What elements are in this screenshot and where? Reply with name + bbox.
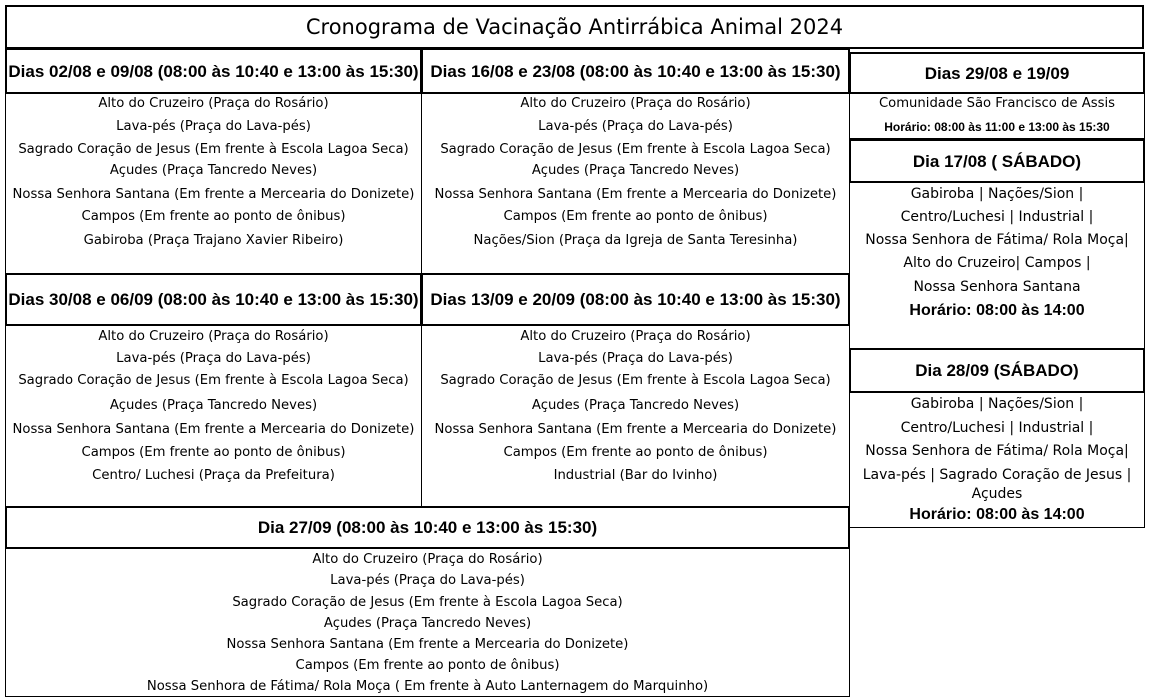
list-item: Lava-pés | Sagrado Coração de Jesus | [862, 467, 1132, 483]
list-item: Lava-pés (Praça do Lava-pés) [116, 119, 311, 134]
schedule-list-right-1 [849, 93, 1145, 139]
list-item: Alto do Cruzeiro (Praça do Rosário) [312, 552, 543, 567]
schedule-header-3: Dias 30/08 e 06/09 (08:00 às 10:40 e 13:00 às 15:30) [5, 273, 422, 326]
list-item: Gabiroba | Nações/Sion | [910, 186, 1084, 202]
list-item: Sagrado Coração de Jesus (Em frente à Escola Lagoa Seca) [232, 595, 623, 610]
list-item: Alto do Cruzeiro (Praça do Rosário) [98, 96, 329, 111]
list-item: Açudes (Praça Tancredo Neves) [531, 398, 740, 413]
schedule-list-4 [421, 325, 850, 507]
list-item: Lava-pés (Praça do Lava-pés) [538, 351, 733, 366]
list-item: Açudes (Praça Tancredo Neves) [323, 616, 532, 631]
hours-text: Horário: 08:00 às 14:00 [909, 506, 1085, 523]
list-item: Nossa Senhora Santana [913, 279, 1081, 295]
list-item: Campos (Em frente ao ponto de ônibus) [81, 445, 346, 460]
list-item: Nossa Senhora Santana (Em frente a Mercearia do Donizete) [12, 187, 415, 202]
schedule-header-right-1: Dias 29/08 e 19/09 [849, 52, 1145, 94]
schedule-list-1 [5, 93, 422, 274]
list-item: Sagrado Coração de Jesus (Em frente à Escola Lagoa Seca) [440, 373, 831, 388]
list-item: Açudes (Praça Tancredo Neves) [109, 163, 318, 178]
list-item: Nossa Senhora Santana (Em frente a Mercearia do Donizete) [434, 187, 837, 202]
list-item: Açudes (Praça Tancredo Neves) [109, 398, 318, 413]
list-item: Nossa Senhora Santana (Em frente a Mercearia do Donizete) [226, 637, 629, 652]
list-item: Açudes (Praça Tancredo Neves) [531, 163, 740, 178]
list-item: Industrial (Bar do Ivinho) [553, 468, 718, 483]
list-item: Alto do Cruzeiro (Praça do Rosário) [98, 329, 329, 344]
schedule-list-right-3 [849, 392, 1145, 528]
list-item: Sagrado Coração de Jesus (Em frente à Escola Lagoa Seca) [440, 142, 831, 157]
hours-text: Horário: 08:00 às 11:00 e 13:00 às 15:30 [884, 120, 1110, 134]
page-title: Cronograma de Vacinação Antirrábica Animal 2024 [5, 5, 1144, 49]
list-item: Nossa Senhora Santana (Em frente a Mercearia do Donizete) [434, 422, 837, 437]
list-item: Campos (Em frente ao ponto de ônibus) [295, 658, 560, 673]
list-item: Gabiroba (Praça Trajano Xavier Ribeiro) [83, 233, 344, 248]
list-item: Alto do Cruzeiro (Praça do Rosário) [520, 329, 751, 344]
list-item: Nossa Senhora de Fátima/ Rola Moça| [865, 232, 1129, 248]
list-item: Sagrado Coração de Jesus (Em frente à Escola Lagoa Seca) [18, 142, 409, 157]
list-item: Centro/Luchesi | Industrial | [900, 209, 1094, 225]
list-item: Campos (Em frente ao ponto de ônibus) [503, 209, 768, 224]
schedule-header-1: Dias 02/08 e 09/08 (08:00 às 10:40 e 13:00 às 15:30) [5, 48, 422, 94]
list-item: Nossa Senhora Santana (Em frente a Mercearia do Donizete) [12, 422, 415, 437]
hours-text: Horário: 08:00 às 14:00 [909, 302, 1085, 319]
list-item: Alto do Cruzeiro| Campos | [903, 255, 1091, 271]
list-item: Gabiroba | Nações/Sion | [910, 396, 1084, 412]
list-item: Lava-pés (Praça do Lava-pés) [330, 573, 525, 588]
list-item: Lava-pés (Praça do Lava-pés) [116, 351, 311, 366]
list-item: Alto do Cruzeiro (Praça do Rosário) [520, 96, 751, 111]
list-item: Nossa Senhora de Fátima/ Rola Moça ( Em frente à Auto Lanternagem do Marquinho) [146, 679, 709, 694]
schedule-list-5 [5, 548, 850, 697]
location-text: Comunidade São Francisco de Assis [878, 96, 1116, 111]
schedule-list-3 [5, 325, 422, 507]
list-item: Nações/Sion (Praça da Igreja de Santa Teresinha) [473, 233, 798, 248]
list-item: Centro/ Luchesi (Praça da Prefeitura) [92, 468, 335, 483]
list-item: Nossa Senhora de Fátima/ Rola Moça| [865, 443, 1129, 459]
schedule-header-right-3: Dia 28/09 (SÁBADO) [849, 348, 1145, 393]
list-item: Açudes [971, 486, 1023, 502]
list-item: Sagrado Coração de Jesus (Em frente à Escola Lagoa Seca) [18, 373, 409, 388]
list-item: Lava-pés (Praça do Lava-pés) [538, 119, 733, 134]
schedule-header-4: Dias 13/09 e 20/09 (08:00 às 10:40 e 13:00 às 15:30) [421, 273, 850, 326]
schedule-list-right-2 [849, 182, 1145, 349]
schedule-header-right-2: Dia 17/08 ( SÁBADO) [849, 139, 1145, 183]
schedule-header-5: Dia 27/09 (08:00 às 10:40 e 13:00 às 15:30) [5, 506, 850, 549]
schedule-header-2: Dias 16/08 e 23/08 (08:00 às 10:40 e 13:00 às 15:30) [421, 48, 850, 94]
list-item: Campos (Em frente ao ponto de ônibus) [503, 445, 768, 460]
list-item: Campos (Em frente ao ponto de ônibus) [81, 209, 346, 224]
list-item: Centro/Luchesi | Industrial | [900, 420, 1094, 436]
schedule-list-2 [421, 93, 850, 274]
